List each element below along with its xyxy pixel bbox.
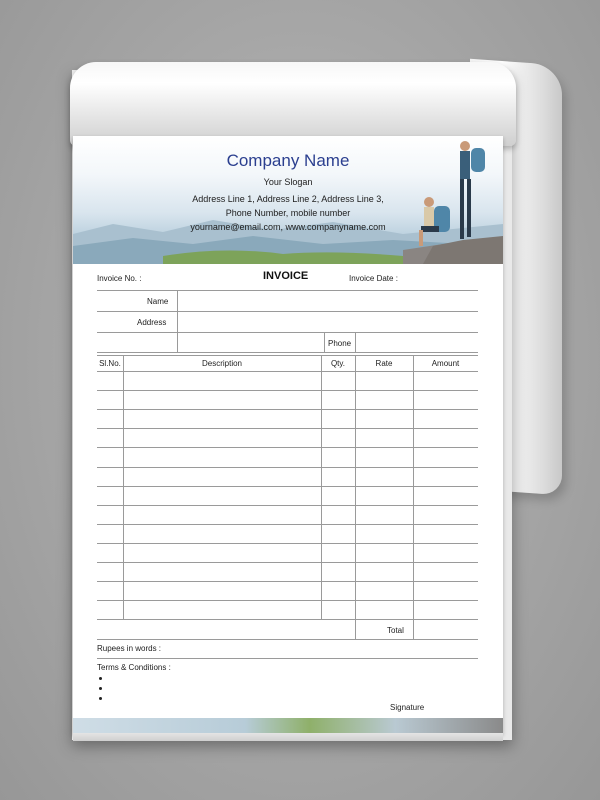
- table-row: [97, 447, 478, 466]
- company-phone: Phone Number, mobile number: [225, 208, 351, 218]
- invoice-date-label: Invoice Date :: [349, 274, 398, 283]
- table-row: [97, 467, 478, 486]
- column-header-sl-no: Sl.No.: [99, 359, 121, 368]
- table-row: [97, 486, 478, 505]
- company-contact: yourname@email.com, www.companyname.com: [190, 222, 386, 232]
- terms-bullet: [99, 677, 102, 680]
- phone-label: Phone: [328, 339, 352, 348]
- terms-conditions-label: Terms & Conditions :: [97, 663, 171, 672]
- address-label: Address: [137, 318, 167, 327]
- pad-binding: [70, 62, 516, 146]
- header-banner: [73, 136, 503, 264]
- table-row: [97, 390, 478, 409]
- table-row: [97, 581, 478, 600]
- pad-bottom-edge: [73, 733, 503, 741]
- column-header-qty: Qty.: [330, 359, 346, 368]
- invoice-title: INVOICE: [263, 270, 309, 282]
- column-header-rate: Rate: [375, 359, 393, 368]
- invoice-sheet: [73, 136, 503, 734]
- table-row: [97, 505, 478, 524]
- column-header-description: Description: [201, 359, 242, 368]
- terms-bullet: [99, 687, 102, 690]
- company-slogan: Your Slogan: [263, 177, 313, 187]
- table-row: [97, 428, 478, 447]
- invoice-no-label: Invoice No. :: [97, 274, 142, 283]
- company-address: Address Line 1, Address Line 2, Address Line 3,: [192, 194, 384, 204]
- footer-landscape-strip: [73, 718, 503, 734]
- table-row: [97, 409, 478, 428]
- total-label: Total: [387, 626, 404, 636]
- table-row: [97, 543, 478, 562]
- rupees-in-words-label: Rupees in words :: [97, 644, 162, 653]
- signature-label: Signature: [390, 703, 425, 712]
- table-row: [97, 371, 478, 390]
- column-header-amount: Amount: [431, 359, 460, 368]
- name-label: Name: [147, 297, 169, 306]
- table-row: [97, 600, 478, 619]
- company-name: Company Name: [226, 151, 350, 170]
- table-row: [97, 524, 478, 543]
- terms-bullet: [99, 697, 102, 700]
- table-row: [97, 562, 478, 581]
